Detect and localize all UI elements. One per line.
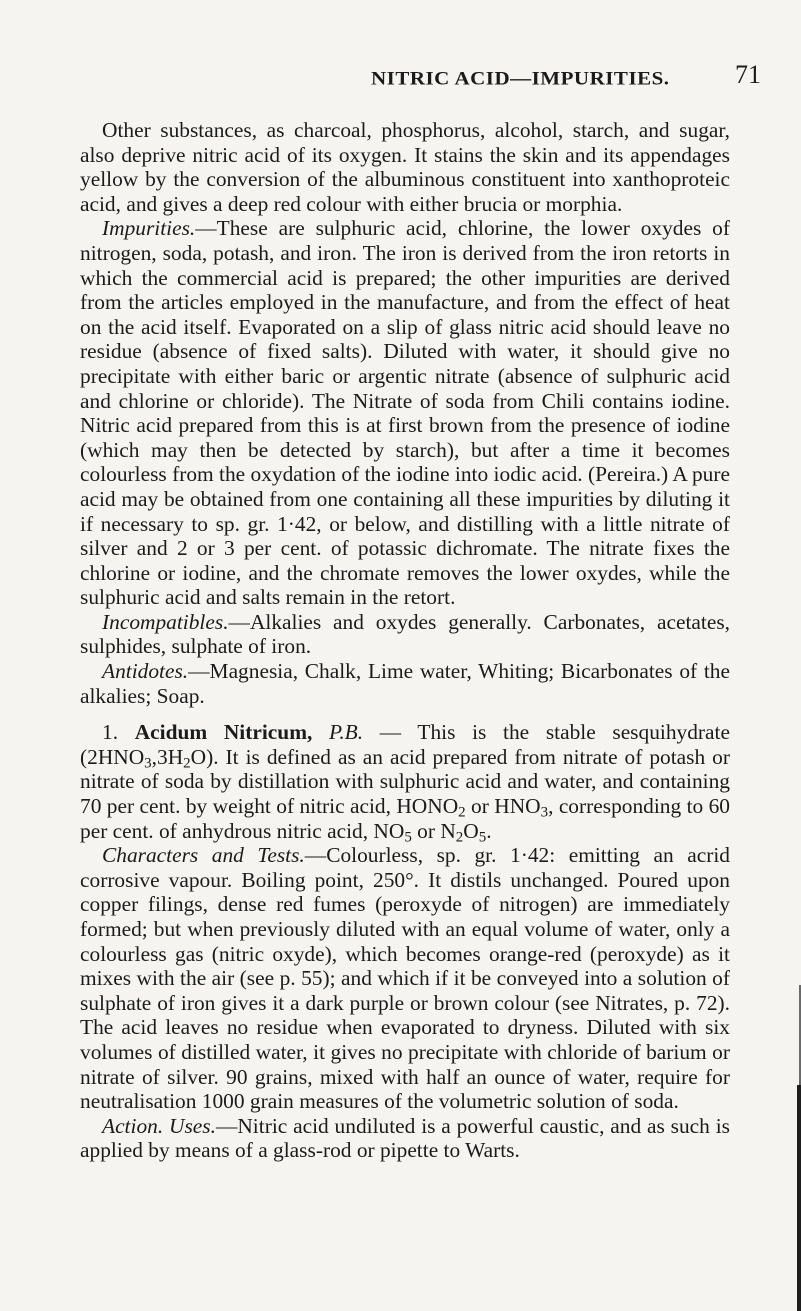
paragraph-text: —Nitric acid undiluted is a powerful caustic, and as such is applied by means of a glass-rod or pipette to Warts. xyxy=(80,1113,730,1163)
paragraph-characters-tests xyxy=(80,843,730,1114)
formula-text-c: O). It is defined as an acid prepared from nitrate of potash or nitrate of soda by distillation with sulphuric acid and water, and containing 70 per cent. by weight of nitric acid, HONO xyxy=(80,744,730,819)
formula-text-g: O xyxy=(463,818,479,843)
body-text xyxy=(80,118,730,1163)
paragraph-antidotes xyxy=(80,659,730,708)
subscript: 3 xyxy=(540,804,549,821)
section-heading-impurities: Impurities. xyxy=(102,216,196,241)
subscript: 2 xyxy=(455,829,464,846)
entry-number: 1. xyxy=(102,720,119,745)
paragraph-oxygen-deprivation xyxy=(80,118,730,216)
formula-text-b: ,3H xyxy=(151,744,184,769)
paragraph-text: Other substances, as charcoal, phosphorus, alcohol, starch, and sugar, also deprive nitric acid of its oxygen. It stains the skin and its appendages yellow by the conversion of the albuminous constituent into xanthoproteic acid, and gives a deep red colour with either brucia or morphia. xyxy=(80,118,730,216)
formula-text-a: — This is the stable sesquihydrate (2HNO xyxy=(80,720,730,769)
formula-text-e: , corresponding to 60 per cent. of anhydrous nitric acid, NO xyxy=(80,794,731,843)
paragraph-text: —Alkalies and oxydes generally. Carbonates, acetates, sulphides, sulphate of iron. xyxy=(80,609,730,659)
subscript: 2 xyxy=(458,804,466,821)
formula-text-f: or N xyxy=(411,818,456,843)
paragraph-text: —Colourless, sp. gr. 1·42: emitting an acrid corrosive vapour. Boiling point, 250°. It distils unchanged. Poured upon copper filings, dense red fumes (peroxyde of nitrogen) are immediately formed; but when previously diluted with an equal volume of water, only a colourless gas (nitric oxyde), which becomes orange-red (peroxyde) as it mixes with the air (see p. 55); and which if it be conveyed into a solution of sulphate of iron gives it a dark purple or brown colour (see Nitrates, p. 72). The acid leaves no residue when evaporated to dryness. Diluted with six volumes of distilled water, it gives no precipitate with chloride of barium or nitrate of silver. 90 grains, mixed with half an ounce of water, require for neutralisation 1000 grain measures of the volumetric solution of soda. xyxy=(80,843,731,1114)
paragraph-text: —Magnesia, Chalk, Lime water, Whiting; Bicarbonates of the alkalies; Soap. xyxy=(80,659,730,708)
subscript: 3 xyxy=(144,755,152,772)
subscript: 2 xyxy=(183,755,191,772)
section-heading-characters-tests: Characters and Tests. xyxy=(102,843,305,868)
page-number: 71 xyxy=(735,60,761,89)
section-heading-antidotes: Antidotes. xyxy=(102,659,189,684)
running-head xyxy=(0,60,801,96)
formula-text-h: . xyxy=(486,818,492,843)
formula-text-d: or HNO xyxy=(465,794,541,819)
section-heading-incompatibles: Incompatibles. xyxy=(102,609,229,634)
paragraph-impurities xyxy=(80,216,730,610)
entry-name: Acidum Nitricum, xyxy=(134,720,313,745)
paragraph-text: —These are sulphuric acid, chlorine, the lower oxydes of nitrogen, soda, potash, and iron. The iron is derived from the iron retorts in which the commercial acid is prepared; the other impurities are derived from the articles employed in the manufacture, and from the effect of heat on the acid itself. Evaporated on a slip of glass nitric acid should leave no residue (absence of fixed salts). Diluted with water, it should give no precipitate with either baric or argentic nitrate (absence of sulphuric acid and chlorine or chloride). The Nitrate of soda from Chili contains iodine. Nitric acid prepared from this is at first brown from the presence of iodine (which may then be detected by starch), but after a time it becomes colourless from the oxydation of the iodine into iodic acid. (Pereira.) A pure acid may be obtained from one containing all these impurities by diluting it if necessary to sp. gr. 1·42, or below, and distilling with a little nitrate of silver and 2 or 3 per cent. of potassic dichromate. The nitrate fixes the chlorine or iodine, and the chromate removes the lower oxydes, while the sulphuric acid and salts remain in the retort. xyxy=(80,216,730,610)
paragraph-acidum-nitricum xyxy=(80,720,731,846)
page-edge-binding xyxy=(797,1085,801,1311)
running-title: NITRIC ACID—IMPURITIES. xyxy=(371,67,670,90)
subscript: 5 xyxy=(478,829,487,846)
section-heading-action-uses: Action. Uses. xyxy=(102,1113,216,1138)
subscript: 5 xyxy=(404,829,412,846)
pharmacopoeia-abbrev: P.B. xyxy=(329,720,364,745)
paragraph-action-uses xyxy=(80,1114,730,1163)
paragraph-incompatibles xyxy=(80,610,730,659)
